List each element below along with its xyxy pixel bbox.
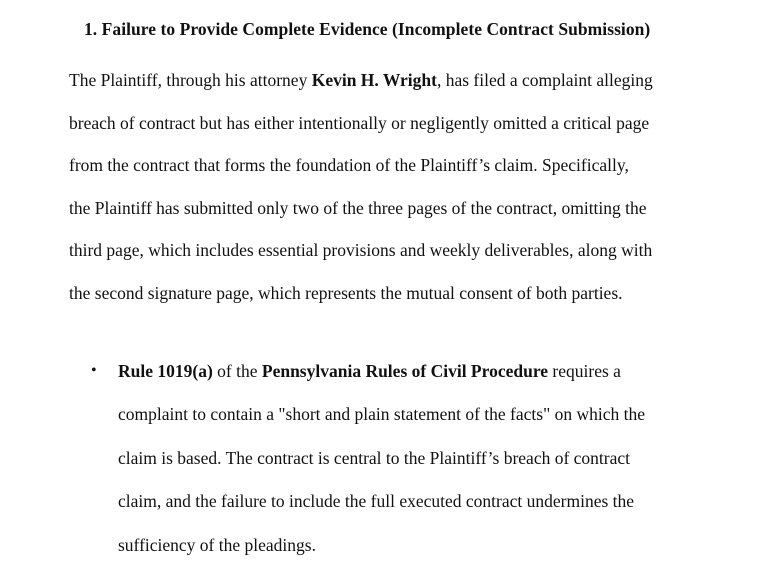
paragraph-line: third page, which includes essential provisions and weekly deliverables, along with	[69, 240, 653, 261]
bullet-text: of the	[212, 361, 262, 381]
paragraph-text: The Plaintiff, through his attorney	[69, 70, 312, 90]
bullet-line: claim is based. The contract is central to the Plaintiff’s breach of contract	[118, 447, 631, 468]
rules-name: Pennsylvania Rules of Civil Procedure	[261, 361, 549, 381]
paragraph-text: , has filed a complaint alleging	[436, 70, 653, 90]
bullet-line: complaint to contain a "short and plain statement of the facts" on which the	[118, 404, 645, 425]
paragraph-line: from the contract that forms the foundation of the Plaintiff’s claim. Specifically,	[69, 155, 629, 176]
bullet-marker: •	[91, 362, 97, 379]
paragraph-line	[69, 59, 709, 102]
attorney-name: Kevin H. Wright	[311, 70, 437, 90]
bullet-text: requires a	[548, 361, 621, 381]
bullet-line: claim, and the failure to include the full executed contract undermines the	[118, 491, 635, 512]
section-heading: 1. Failure to Provide Complete Evidence (Incomplete Contract Submission)	[84, 19, 651, 39]
bullet-item	[118, 350, 738, 567]
bullet-line: sufficiency of the pleadings.	[118, 534, 316, 555]
paragraph-line: the second signature page, which represents the mutual consent of both parties.	[69, 282, 623, 303]
paragraph-line: breach of contract but has either intentionally or negligently omitted a critical page	[69, 112, 650, 133]
rule-reference: Rule 1019(a)	[118, 361, 213, 381]
paragraph-line: the Plaintiff has submitted only two of the three pages of the contract, omitting the	[69, 197, 647, 218]
body-paragraph	[69, 59, 709, 315]
bullet-line	[118, 350, 738, 393]
